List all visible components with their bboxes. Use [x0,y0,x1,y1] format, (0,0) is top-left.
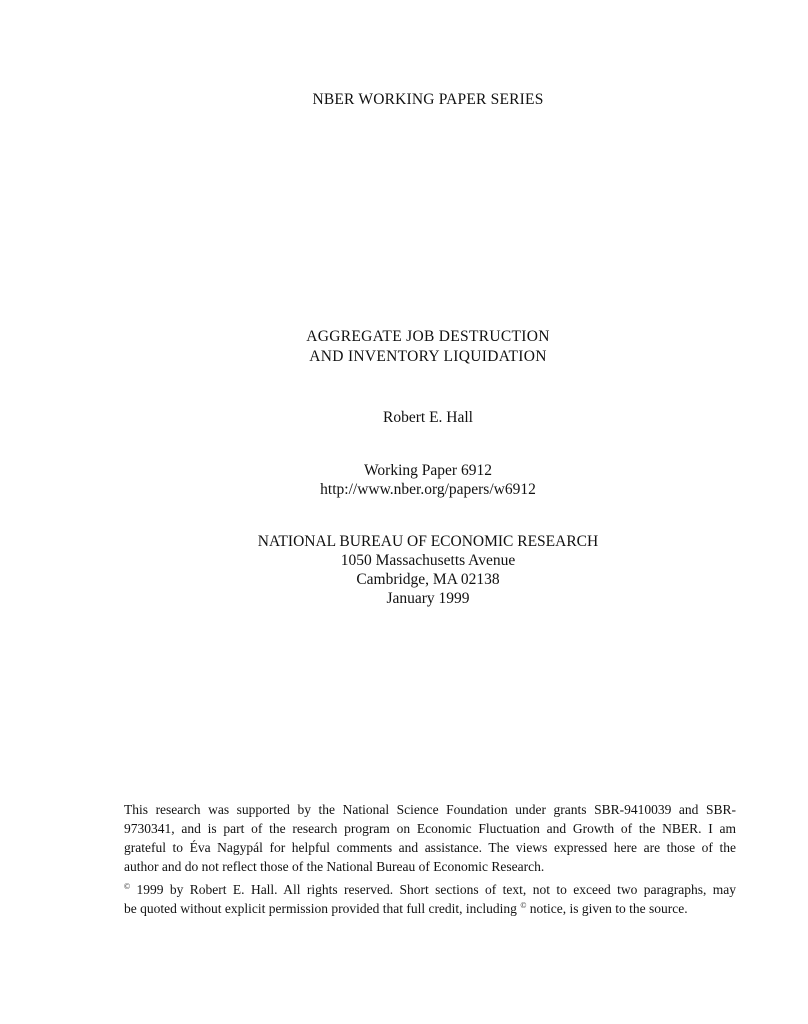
institution-city: Cambridge, MA 02138 [356,571,500,588]
acknowledgment-line: author and do not reflect those of the National Bureau of Economic Research. [124,859,545,874]
acknowledgment-paragraph [124,800,736,876]
paper-title-line-2: AND INVENTORY LIQUIDATION [309,348,547,365]
acknowledgment-line: grateful to Éva Nagypál for helpful comments and assistance. The views expressed here are those of the [124,840,736,855]
working-paper-url: http://www.nber.org/papers/w6912 [320,481,536,498]
copyright-paragraph [124,880,736,918]
copyright-text: 1999 by Robert E. Hall. All rights reserved. Short sections of text, not to exceed two paragraphs, may [136,882,736,897]
copyright-symbol-inline: © [520,901,527,910]
institution-address: 1050 Massachusetts Avenue [340,552,516,569]
copyright-symbol: © [124,882,131,891]
copyright-text-before: be quoted without explicit permission provided that full credit, including [124,901,517,916]
working-paper-number: Working Paper 6912 [364,462,492,479]
publication-date: January 1999 [386,590,470,607]
institution-name: NATIONAL BUREAU OF ECONOMIC RESEARCH [257,533,599,550]
copyright-line-2 [124,899,736,918]
paper-title-line-1: AGGREGATE JOB DESTRUCTION [306,328,550,345]
series-heading: NBER WORKING PAPER SERIES [312,91,544,108]
acknowledgment-line: This research was supported by the National Science Foundation under grants SBR-9410039 and SBR- [124,802,736,817]
copyright-text-after: notice, is given to the source. [529,901,688,916]
author-name: Robert E. Hall [383,409,473,426]
copyright-line-1 [124,880,736,899]
acknowledgment-line: 9730341, and is part of the research program on Economic Fluctuation and Growth of the NBER. I am [124,821,736,836]
